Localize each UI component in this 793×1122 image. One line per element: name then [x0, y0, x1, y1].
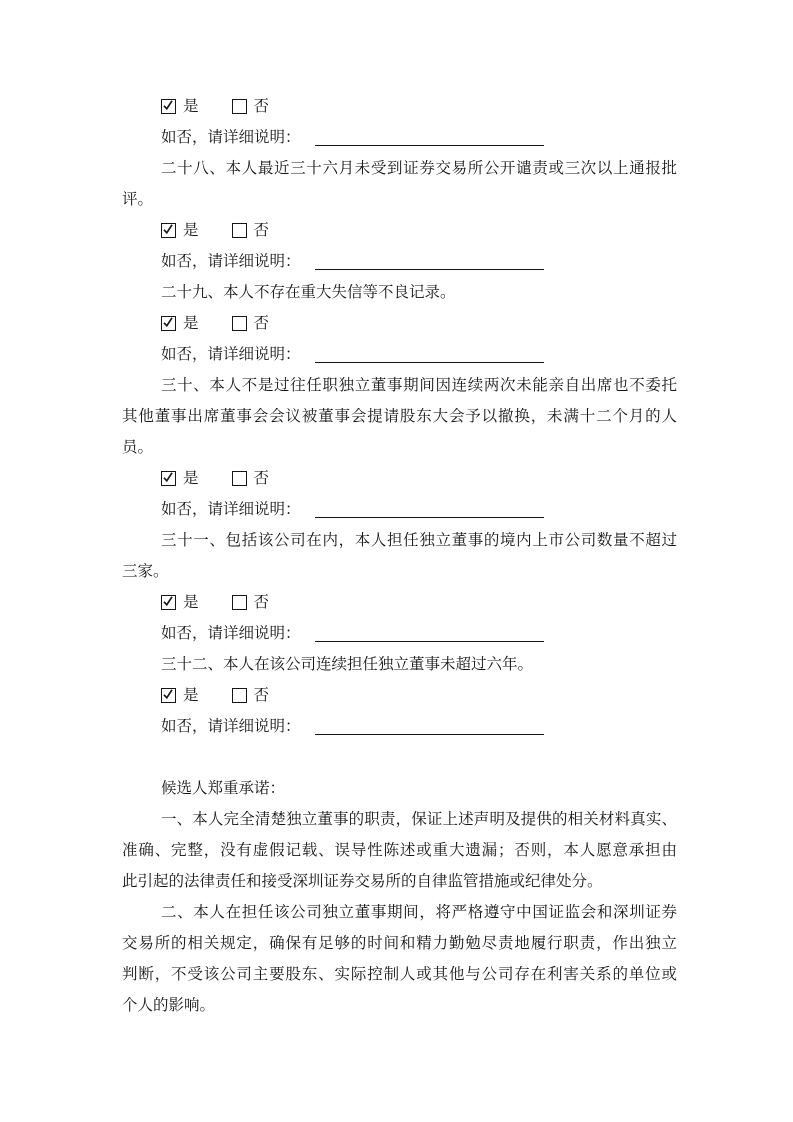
explain-row-4	[122, 494, 677, 525]
statement-31	[122, 525, 677, 587]
no-label: 否	[253, 470, 270, 487]
explain-row-5	[122, 618, 677, 649]
explain-row-3	[122, 339, 677, 370]
yes-label: 是	[183, 98, 199, 115]
no-label: 否	[253, 98, 270, 115]
explain-label: 如否，请详细说明：	[161, 501, 301, 518]
yes-checkbox[interactable]	[161, 316, 176, 331]
no-checkbox[interactable]	[232, 595, 247, 610]
paragraph-line: 三家。	[122, 563, 169, 580]
statement-29	[122, 277, 677, 308]
paragraph-line: 二十八、本人最近三十六月未受到证券交易所公开谴责或三次以上通报批	[161, 160, 677, 177]
paragraph-line: 三十一、包括该公司在内，本人担任独立董事的境内上市公司数量不超过	[161, 532, 677, 549]
answer-row-6	[122, 680, 677, 711]
answer-row-5	[122, 587, 677, 618]
paragraph-line: 三十二、本人在该公司连续担任独立董事未超过六年。	[161, 656, 534, 673]
yes-label: 是	[183, 315, 199, 332]
no-label: 否	[253, 594, 270, 611]
paragraph-line: 三十、本人不是过往任职独立董事期间因连续两次未能亲自出席也不委托	[161, 377, 677, 394]
yes-checkbox[interactable]	[161, 99, 176, 114]
commitment-2	[122, 897, 677, 1021]
no-checkbox[interactable]	[232, 223, 247, 238]
explain-label: 如否，请详细说明：	[161, 346, 301, 363]
no-label: 否	[253, 222, 270, 239]
yes-label: 是	[183, 687, 199, 704]
paragraph-line: 判断，不受该公司主要股东、实际控制人或其他与公司存在利害关系的单位或	[122, 966, 677, 983]
answer-row-4	[122, 463, 677, 494]
statement-28	[122, 153, 677, 215]
explain-blank-field[interactable]	[315, 347, 544, 363]
paragraph-line: 二十九、本人不存在重大失信等不良记录。	[161, 284, 456, 301]
paragraph-line: 准确、完整，没有虚假记载、误导性陈述或重大遗漏；否则，本人愿意承担由	[122, 842, 677, 859]
explain-blank-field[interactable]	[315, 254, 544, 270]
yes-checkbox[interactable]	[161, 223, 176, 238]
explain-row-1	[122, 122, 677, 153]
yes-label: 是	[183, 470, 199, 487]
explain-label: 如否，请详细说明：	[161, 718, 301, 735]
yes-label: 是	[183, 222, 199, 239]
no-checkbox[interactable]	[232, 99, 247, 114]
paragraph-line: 评。	[122, 191, 154, 208]
paragraph-line: 交易所的相关规定，确保有足够的时间和精力勤勉尽责地履行职责，作出独立	[122, 935, 677, 952]
no-label: 否	[253, 687, 270, 704]
answer-row-2	[122, 215, 677, 246]
paragraph-line: 其他董事出席董事会会议被董事会提请股东大会予以撤换，未满十二个月的人	[122, 408, 677, 425]
explain-row-6	[122, 711, 677, 742]
paragraph-line: 候选人郑重承诺：	[161, 780, 286, 797]
explain-label: 如否，请详细说明：	[161, 625, 301, 642]
explain-blank-field[interactable]	[315, 719, 544, 735]
paragraph-line: 二、本人在担任该公司独立董事期间，将严格遵守中国证监会和深圳证券	[161, 904, 677, 921]
explain-row-2	[122, 246, 677, 277]
yes-checkbox[interactable]	[161, 471, 176, 486]
explain-blank-field[interactable]	[315, 502, 544, 518]
paragraph-line: 个人的影响。	[122, 997, 216, 1014]
explain-blank-field[interactable]	[315, 130, 544, 146]
commitment-1	[122, 804, 677, 897]
paragraph-line: 此引起的法律责任和接受深圳证券交易所的自律监管措施或纪律处分。	[122, 873, 603, 890]
no-checkbox[interactable]	[232, 471, 247, 486]
yes-label: 是	[183, 594, 199, 611]
paragraph-line: 员。	[122, 439, 154, 456]
yes-checkbox[interactable]	[161, 688, 176, 703]
explain-label: 如否，请详细说明：	[161, 253, 301, 270]
statement-32	[122, 649, 677, 680]
paragraph-line: 一、本人完全清楚独立董事的职责，保证上述声明及提供的相关材料真实、	[161, 811, 677, 828]
statement-30	[122, 370, 677, 463]
explain-blank-field[interactable]	[315, 626, 544, 642]
no-checkbox[interactable]	[232, 316, 247, 331]
blank-line	[122, 742, 677, 773]
explain-label: 如否，请详细说明：	[161, 129, 301, 146]
no-label: 否	[253, 315, 270, 332]
answer-row-1	[122, 91, 677, 122]
yes-checkbox[interactable]	[161, 595, 176, 610]
answer-row-3	[122, 308, 677, 339]
commitment-heading	[122, 773, 677, 804]
no-checkbox[interactable]	[232, 688, 247, 703]
